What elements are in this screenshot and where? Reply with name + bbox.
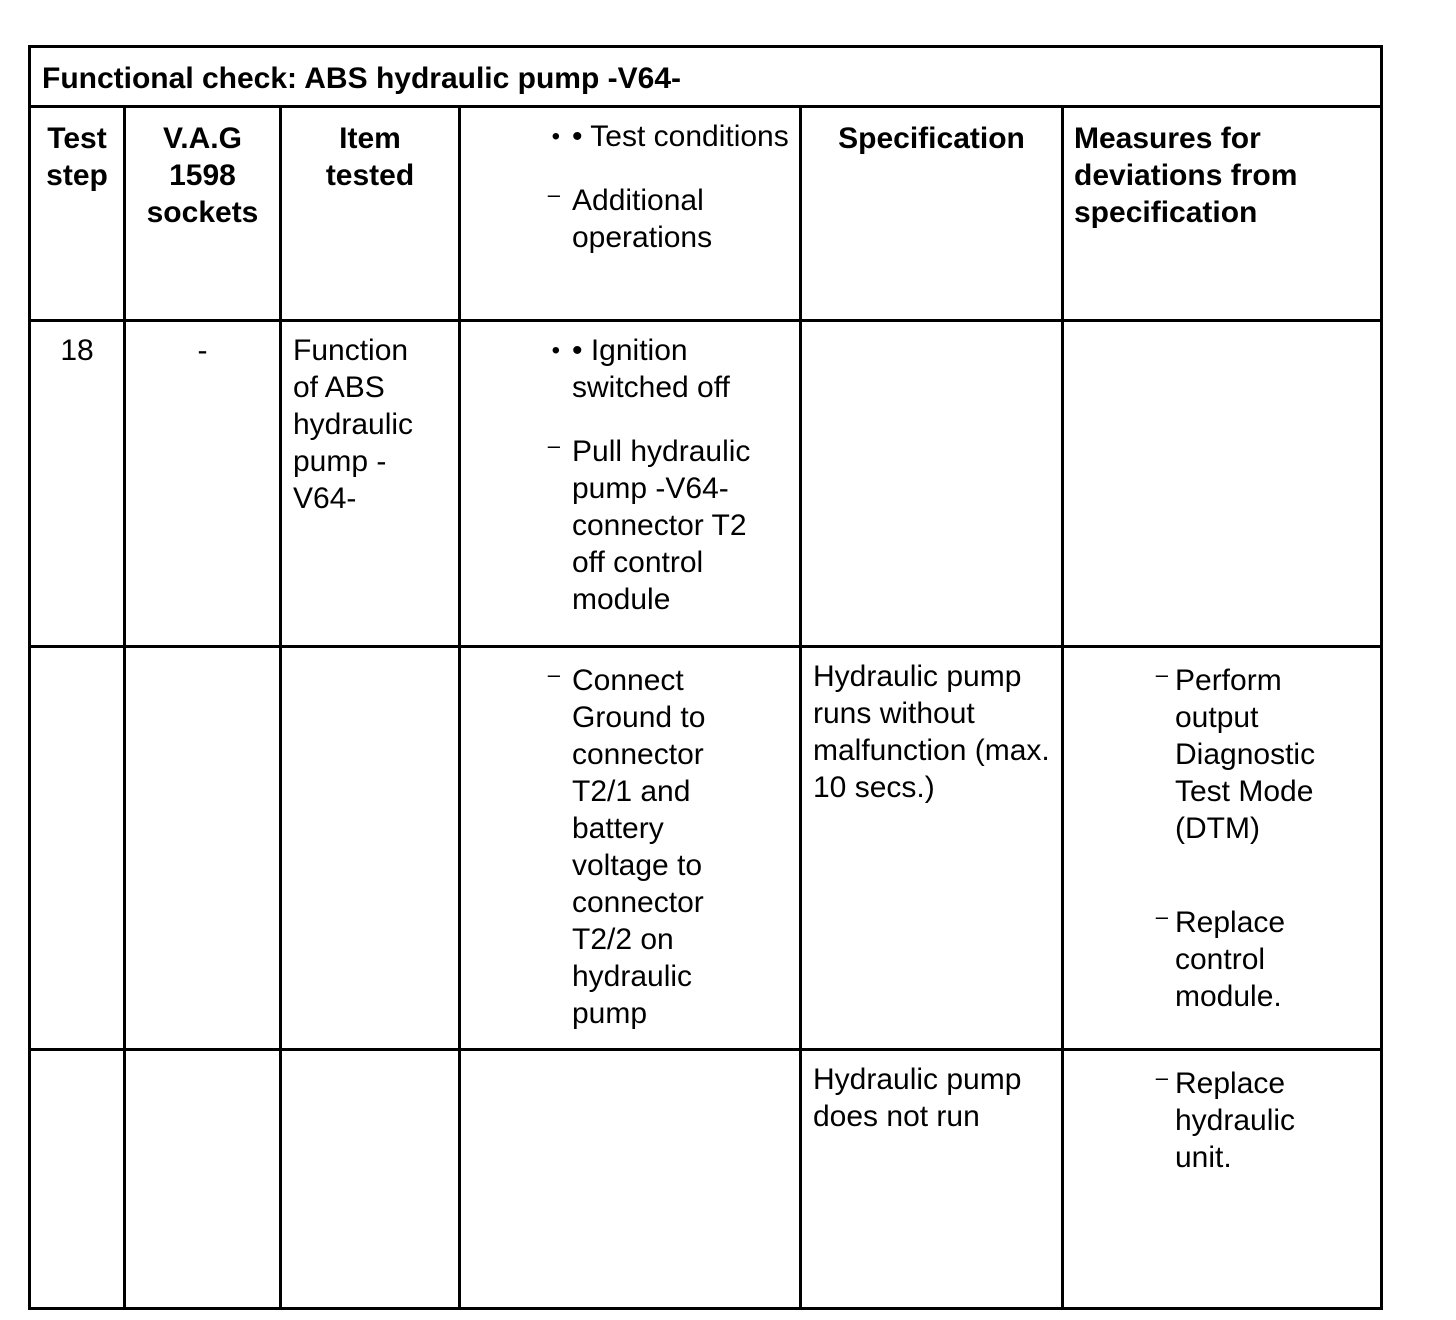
operation-item: [461, 662, 799, 1032]
table-row: [30, 1050, 1382, 1309]
header-measures: [1063, 107, 1382, 321]
sockets-cell: [125, 1050, 281, 1309]
measures-cell: [1063, 321, 1382, 647]
header-item-tested: [281, 107, 460, 321]
test-step-cell: [30, 1050, 125, 1309]
specification-text: Hydraulic pump does not run: [813, 1063, 1022, 1133]
header-operation-item: [461, 182, 799, 256]
test-step-cell: [30, 647, 125, 1050]
operation-text: Connect Ground to connector T2/1 and battery voltage to connector T2/2 on hydraulic pump: [572, 664, 706, 1030]
item-tested-text: Function of ABS hydraulic pump -V64-: [293, 334, 414, 515]
header-sockets-text: V.A.G 1598 sockets: [146, 122, 259, 229]
header-sockets: [125, 107, 281, 321]
dash-marker: –: [547, 662, 560, 687]
measure-item: [1064, 662, 1380, 847]
measure-item: [1064, 1065, 1380, 1176]
title-row: [30, 47, 1382, 107]
header-item-tested-text: Item tested: [325, 122, 415, 192]
specification-text: Hydraulic pump runs without malfunction (max. 10 secs.): [813, 660, 1050, 804]
functional-check-sheet: [28, 45, 1380, 1307]
header-specification-text: Specification: [838, 122, 1025, 155]
header-row: [30, 107, 1382, 321]
conditions-cell: [460, 1050, 801, 1309]
item-tested-cell: [281, 1050, 460, 1309]
conditions-cell: [460, 647, 801, 1050]
specification-cell: [801, 321, 1063, 647]
item-tested-cell: [281, 321, 460, 647]
dash-marker: –: [1155, 662, 1168, 687]
measure-text: Replace hydraulic unit.: [1175, 1067, 1296, 1174]
functional-check-table: [28, 45, 1383, 1310]
bullet-marker: •: [551, 337, 560, 364]
header-test-step-text: Test step: [46, 122, 108, 192]
measure-text: Replace control module.: [1175, 906, 1286, 1013]
header-operations-text: Additional operations: [572, 184, 713, 254]
table-row: [30, 321, 1382, 647]
operation-item: [461, 433, 799, 618]
measures-cell: [1063, 1050, 1382, 1309]
header-conditions: [460, 107, 801, 321]
header-condition-item: [461, 118, 799, 155]
specification-cell: [801, 647, 1063, 1050]
dash-marker: –: [547, 182, 560, 207]
sockets-cell: [125, 647, 281, 1050]
sockets-cell: -: [125, 321, 281, 647]
dash-marker: –: [1155, 1065, 1168, 1090]
test-step-cell: 18: [30, 321, 125, 647]
header-specification: [801, 107, 1063, 321]
condition-item: [461, 332, 799, 406]
item-tested-cell: [281, 647, 460, 1050]
bullet-marker: •: [551, 123, 560, 150]
dash-marker: –: [1155, 904, 1168, 929]
measures-cell: [1063, 647, 1382, 1050]
header-test-step: [30, 107, 125, 321]
specification-cell: [801, 1050, 1063, 1309]
condition-text: • Ignition switched off: [572, 334, 730, 404]
header-conditions-text: • Test conditions: [572, 120, 789, 153]
measure-text: Perform output Diagnostic Test Mode (DTM): [1175, 664, 1316, 845]
operation-text: Pull hydraulic pump -V64- connector T2 off control module: [572, 435, 751, 616]
table-title: Functional check: ABS hydraulic pump -V64-: [30, 47, 1382, 107]
dash-marker: –: [547, 433, 560, 458]
conditions-cell: [460, 321, 801, 647]
header-measures-text: Measures for deviations from specification: [1074, 122, 1298, 229]
measure-item: [1064, 904, 1380, 1015]
table-row: [30, 647, 1382, 1050]
